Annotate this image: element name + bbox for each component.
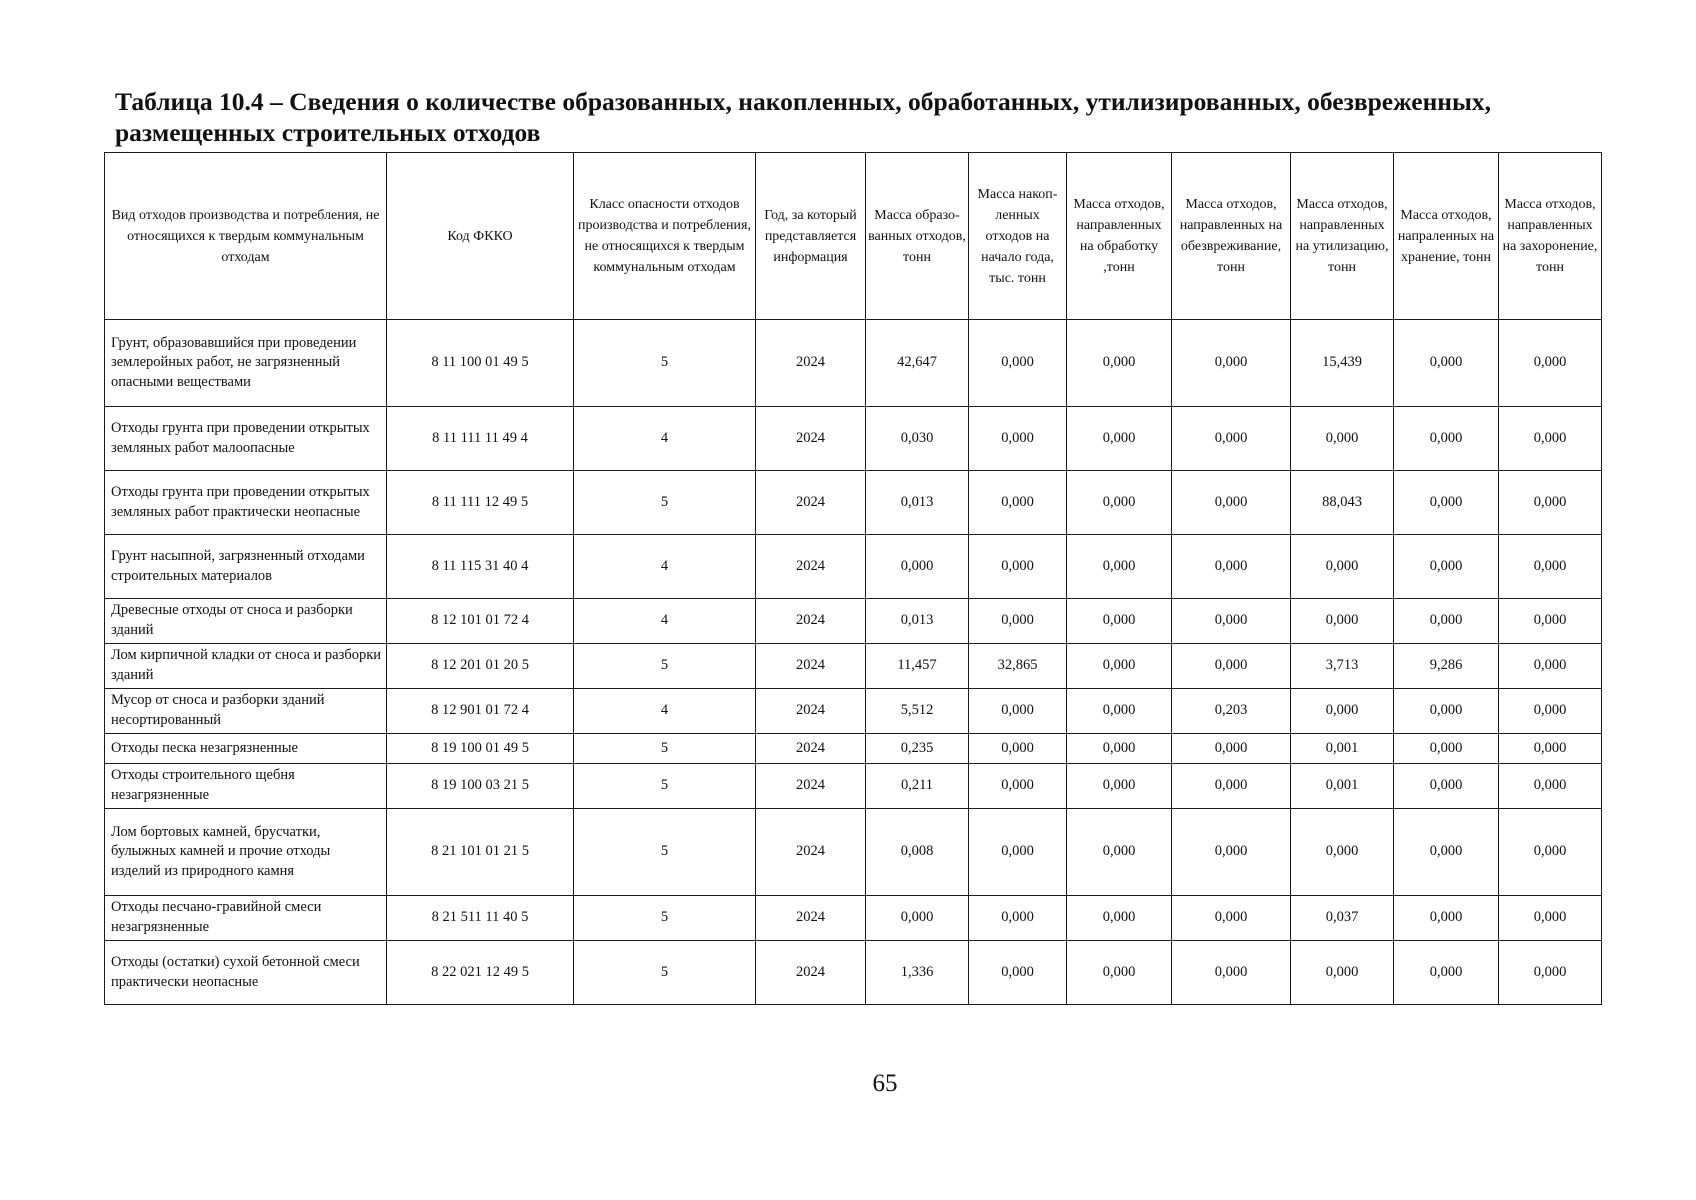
header-mass-utilization: Масса отходов, направленных на утилизацию, тонн — [1291, 153, 1394, 320]
cell-fkko-code: 8 21 101 01 21 5 — [387, 809, 574, 896]
cell-mass-burial: 0,000 — [1499, 599, 1602, 644]
cell-mass-storage: 0,000 — [1394, 407, 1499, 471]
cell-mass-generated: 0,030 — [866, 407, 969, 471]
cell-mass-burial: 0,000 — [1499, 764, 1602, 809]
cell-waste-type: Отходы грунта при проведении открытых земляных работ практически неопасные — [105, 471, 387, 535]
cell-mass-accumulated: 0,000 — [969, 809, 1067, 896]
cell-mass-storage: 0,000 — [1394, 809, 1499, 896]
cell-mass-neutralization: 0,000 — [1172, 734, 1291, 764]
header-fkko-code: Код ФККО — [387, 153, 574, 320]
table-row — [105, 644, 1602, 689]
header-year: Год, за который представляется информация — [756, 153, 866, 320]
cell-year: 2024 — [756, 320, 866, 407]
cell-fkko-code: 8 11 100 01 49 5 — [387, 320, 574, 407]
header-row — [105, 153, 1602, 320]
cell-mass-storage: 0,000 — [1394, 599, 1499, 644]
cell-waste-type: Отходы строительного щебня незагрязненные — [105, 764, 387, 809]
cell-mass-neutralization: 0,000 — [1172, 764, 1291, 809]
cell-mass-generated: 1,336 — [866, 941, 969, 1005]
cell-mass-utilization: 0,000 — [1291, 689, 1394, 734]
cell-mass-utilization: 0,001 — [1291, 764, 1394, 809]
cell-mass-neutralization: 0,000 — [1172, 941, 1291, 1005]
cell-mass-accumulated: 0,000 — [969, 734, 1067, 764]
cell-mass-processing: 0,000 — [1067, 896, 1172, 941]
cell-hazard-class: 4 — [574, 535, 756, 599]
cell-waste-type: Грунт насыпной, загрязненный отходами строительных материалов — [105, 535, 387, 599]
header-hazard-class: Класс опасности отходов производства и потребления, не относящихся к твердым коммунальным отходам — [574, 153, 756, 320]
table-title: Таблица 10.4 – Сведения о количестве образованных, накопленных, обработанных, утилизированных, обезвреженных, размещенных строительных отходов — [115, 87, 1492, 147]
cell-mass-accumulated: 0,000 — [969, 407, 1067, 471]
cell-mass-burial: 0,000 — [1499, 809, 1602, 896]
cell-mass-processing: 0,000 — [1067, 535, 1172, 599]
cell-waste-type: Мусор от сноса и разборки зданий несортированный — [105, 689, 387, 734]
cell-hazard-class: 5 — [574, 896, 756, 941]
cell-mass-storage: 0,000 — [1394, 320, 1499, 407]
cell-mass-neutralization: 0,000 — [1172, 809, 1291, 896]
cell-mass-accumulated: 0,000 — [969, 320, 1067, 407]
cell-waste-type: Грунт, образовавшийся при проведении землеройных работ, не загрязненный опасными веществами — [105, 320, 387, 407]
cell-mass-storage: 0,000 — [1394, 941, 1499, 1005]
cell-mass-processing: 0,000 — [1067, 689, 1172, 734]
table-row — [105, 689, 1602, 734]
cell-mass-neutralization: 0,000 — [1172, 896, 1291, 941]
cell-mass-storage: 0,000 — [1394, 689, 1499, 734]
cell-fkko-code: 8 11 115 31 40 4 — [387, 535, 574, 599]
cell-fkko-code: 8 12 101 01 72 4 — [387, 599, 574, 644]
cell-waste-type: Отходы песка незагрязненные — [105, 734, 387, 764]
cell-mass-storage: 0,000 — [1394, 764, 1499, 809]
cell-hazard-class: 5 — [574, 809, 756, 896]
cell-hazard-class: 4 — [574, 407, 756, 471]
cell-hazard-class: 4 — [574, 689, 756, 734]
cell-year: 2024 — [756, 407, 866, 471]
cell-mass-accumulated: 32,865 — [969, 644, 1067, 689]
cell-mass-utilization: 0,001 — [1291, 734, 1394, 764]
header-mass-neutralization: Масса отходов, направленных на обезвреживание, тонн — [1172, 153, 1291, 320]
cell-mass-utilization: 0,000 — [1291, 407, 1394, 471]
cell-mass-utilization: 15,439 — [1291, 320, 1394, 407]
cell-mass-generated: 0,008 — [866, 809, 969, 896]
page-number: 65 — [872, 1070, 898, 1097]
header-waste-type: Вид отходов производства и потребления, не относящихся к твердым коммунальным отходам — [105, 153, 387, 320]
cell-mass-generated: 0,000 — [866, 896, 969, 941]
table-row — [105, 896, 1602, 941]
cell-mass-neutralization: 0,000 — [1172, 407, 1291, 471]
cell-mass-neutralization: 0,000 — [1172, 644, 1291, 689]
cell-mass-storage: 0,000 — [1394, 734, 1499, 764]
cell-mass-storage: 0,000 — [1394, 535, 1499, 599]
cell-mass-accumulated: 0,000 — [969, 896, 1067, 941]
cell-fkko-code: 8 19 100 01 49 5 — [387, 734, 574, 764]
cell-mass-burial: 0,000 — [1499, 320, 1602, 407]
cell-mass-processing: 0,000 — [1067, 471, 1172, 535]
cell-mass-generated: 0,211 — [866, 764, 969, 809]
cell-fkko-code: 8 12 901 01 72 4 — [387, 689, 574, 734]
cell-mass-processing: 0,000 — [1067, 599, 1172, 644]
cell-mass-burial: 0,000 — [1499, 734, 1602, 764]
table-row — [105, 320, 1602, 407]
cell-hazard-class: 5 — [574, 764, 756, 809]
cell-mass-generated: 11,457 — [866, 644, 969, 689]
cell-mass-burial: 0,000 — [1499, 535, 1602, 599]
table-row — [105, 734, 1602, 764]
cell-mass-processing: 0,000 — [1067, 809, 1172, 896]
table-row — [105, 535, 1602, 599]
cell-fkko-code: 8 19 100 03 21 5 — [387, 764, 574, 809]
cell-hazard-class: 5 — [574, 734, 756, 764]
cell-mass-storage: 0,000 — [1394, 896, 1499, 941]
cell-mass-burial: 0,000 — [1499, 941, 1602, 1005]
cell-year: 2024 — [756, 535, 866, 599]
cell-mass-generated: 0,235 — [866, 734, 969, 764]
cell-mass-burial: 0,000 — [1499, 644, 1602, 689]
header-mass-storage: Масса отходов, напраленных на хранение, тонн — [1394, 153, 1499, 320]
cell-hazard-class: 5 — [574, 941, 756, 1005]
cell-mass-utilization: 0,000 — [1291, 809, 1394, 896]
cell-mass-processing: 0,000 — [1067, 941, 1172, 1005]
cell-fkko-code: 8 11 111 12 49 5 — [387, 471, 574, 535]
cell-mass-storage: 0,000 — [1394, 471, 1499, 535]
cell-year: 2024 — [756, 689, 866, 734]
cell-fkko-code: 8 22 021 12 49 5 — [387, 941, 574, 1005]
cell-mass-processing: 0,000 — [1067, 734, 1172, 764]
cell-mass-generated: 0,000 — [866, 535, 969, 599]
header-mass-accumulated: Масса накопленных отходов на начало года, тыс. тонн — [969, 153, 1067, 320]
cell-hazard-class: 5 — [574, 471, 756, 535]
cell-mass-processing: 0,000 — [1067, 764, 1172, 809]
cell-mass-utilization: 0,000 — [1291, 535, 1394, 599]
cell-year: 2024 — [756, 809, 866, 896]
cell-hazard-class: 5 — [574, 644, 756, 689]
cell-mass-utilization: 0,000 — [1291, 941, 1394, 1005]
cell-hazard-class: 4 — [574, 599, 756, 644]
cell-year: 2024 — [756, 471, 866, 535]
cell-year: 2024 — [756, 764, 866, 809]
cell-fkko-code: 8 11 111 11 49 4 — [387, 407, 574, 471]
cell-waste-type: Древесные отходы от сноса и разборки зданий — [105, 599, 387, 644]
cell-year: 2024 — [756, 734, 866, 764]
cell-mass-generated: 42,647 — [866, 320, 969, 407]
cell-year: 2024 — [756, 599, 866, 644]
header-mass-processing: Масса отходов, направленных на обработку ,тонн — [1067, 153, 1172, 320]
table-row — [105, 407, 1602, 471]
table-header — [105, 153, 1602, 320]
cell-mass-generated: 5,512 — [866, 689, 969, 734]
cell-waste-type: Лом бортовых камней, брусчатки, булыжных камней и прочие отходы изделий из природного камня — [105, 809, 387, 896]
cell-mass-burial: 0,000 — [1499, 471, 1602, 535]
cell-mass-burial: 0,000 — [1499, 896, 1602, 941]
cell-year: 2024 — [756, 896, 866, 941]
cell-mass-accumulated: 0,000 — [969, 599, 1067, 644]
cell-mass-accumulated: 0,000 — [969, 689, 1067, 734]
cell-mass-neutralization: 0,203 — [1172, 689, 1291, 734]
table-row — [105, 471, 1602, 535]
cell-waste-type: Отходы грунта при проведении открытых земляных работ малоопасные — [105, 407, 387, 471]
cell-mass-utilization: 88,043 — [1291, 471, 1394, 535]
cell-mass-utilization: 0,000 — [1291, 599, 1394, 644]
table-body — [105, 320, 1602, 1005]
cell-fkko-code: 8 21 511 11 40 5 — [387, 896, 574, 941]
cell-waste-type: Отходы песчано-гравийной смеси незагрязненные — [105, 896, 387, 941]
cell-mass-accumulated: 0,000 — [969, 535, 1067, 599]
cell-year: 2024 — [756, 941, 866, 1005]
table-row — [105, 599, 1602, 644]
cell-mass-neutralization: 0,000 — [1172, 599, 1291, 644]
header-mass-generated: Масса образованных отходов, тонн — [866, 153, 969, 320]
table-row — [105, 941, 1602, 1005]
cell-mass-utilization: 3,713 — [1291, 644, 1394, 689]
cell-hazard-class: 5 — [574, 320, 756, 407]
cell-mass-generated: 0,013 — [866, 599, 969, 644]
cell-waste-type: Лом кирпичной кладки от сноса и разборки зданий — [105, 644, 387, 689]
header-mass-burial: Масса отходов, направленных на захоронение, тонн — [1499, 153, 1602, 320]
cell-mass-storage: 9,286 — [1394, 644, 1499, 689]
cell-mass-generated: 0,013 — [866, 471, 969, 535]
cell-mass-burial: 0,000 — [1499, 689, 1602, 734]
table-row — [105, 764, 1602, 809]
cell-waste-type: Отходы (остатки) сухой бетонной смеси практически неопасные — [105, 941, 387, 1005]
waste-table — [104, 152, 1602, 1005]
cell-mass-neutralization: 0,000 — [1172, 535, 1291, 599]
cell-mass-burial: 0,000 — [1499, 407, 1602, 471]
cell-mass-accumulated: 0,000 — [969, 764, 1067, 809]
cell-mass-utilization: 0,037 — [1291, 896, 1394, 941]
cell-mass-neutralization: 0,000 — [1172, 320, 1291, 407]
cell-year: 2024 — [756, 644, 866, 689]
cell-mass-neutralization: 0,000 — [1172, 471, 1291, 535]
cell-fkko-code: 8 12 201 01 20 5 — [387, 644, 574, 689]
cell-mass-accumulated: 0,000 — [969, 471, 1067, 535]
cell-mass-processing: 0,000 — [1067, 407, 1172, 471]
cell-mass-processing: 0,000 — [1067, 644, 1172, 689]
cell-mass-accumulated: 0,000 — [969, 941, 1067, 1005]
table-row — [105, 809, 1602, 896]
cell-mass-processing: 0,000 — [1067, 320, 1172, 407]
